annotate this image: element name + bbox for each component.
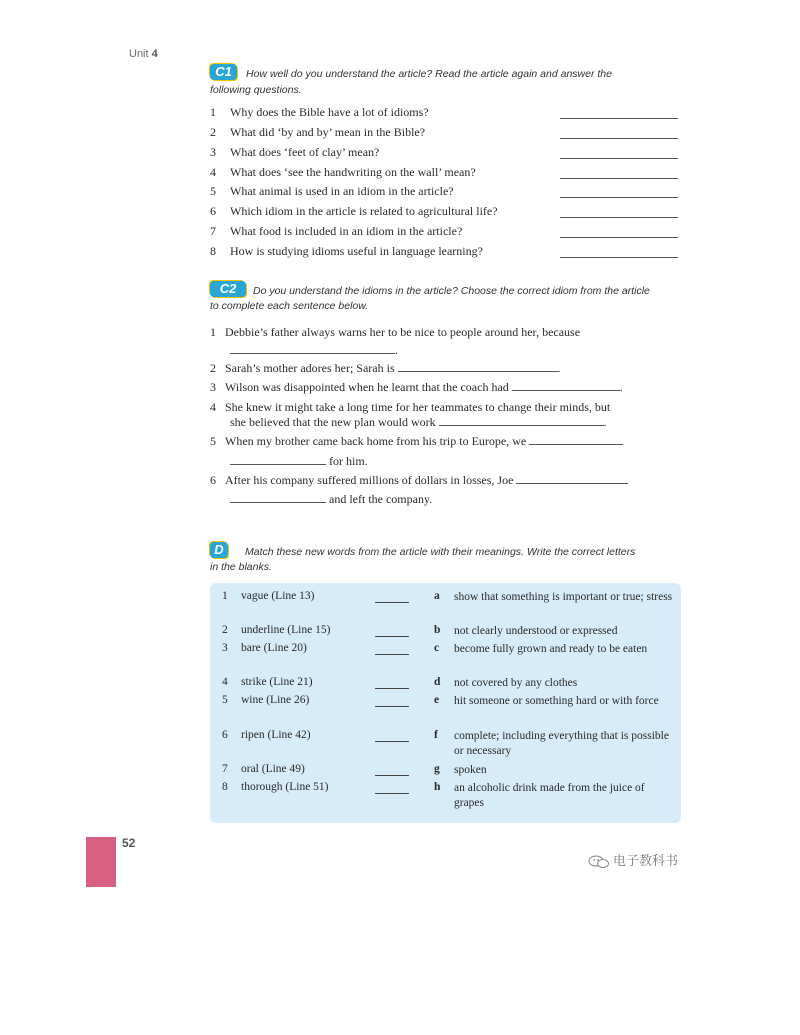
unit-label — [129, 48, 158, 60]
word-number: 4 — [222, 676, 228, 688]
question-text: What did ‘by and by’ mean in the Bible? — [230, 125, 426, 139]
meaning-text: show that something is important or true; stress — [454, 591, 673, 603]
question-number: 3 — [210, 145, 216, 159]
section-c1-instruction-cont — [210, 83, 302, 98]
meaning-text: hit someone or something hard or with force — [454, 695, 659, 707]
question-text: Which idiom in the article is related to agricultural life? — [230, 204, 498, 218]
question-number: 6 — [210, 204, 216, 218]
fill-blank[interactable] — [398, 361, 558, 372]
question-text: What food is included in an idiom in the article? — [230, 224, 463, 238]
sentence-text: Debbie’s father always warns her to be nice to people around her, because — [225, 325, 581, 339]
sentence-text: When my brother came back home from his trip to Europe, we — [225, 434, 527, 448]
section-c2-instruction-cont — [210, 299, 368, 314]
answer-blank[interactable] — [560, 197, 678, 198]
c2-instruction-line2: to complete each sentence below. — [210, 300, 369, 312]
match-word: strike (Line 21) — [241, 676, 313, 688]
fill-blank[interactable] — [529, 434, 623, 445]
sentence-text: Wilson was disappointed when he learnt that the coach had — [225, 380, 509, 394]
question-text: What does ‘feet of clay’ mean? — [230, 145, 380, 159]
match-word: wine (Line 26) — [241, 694, 310, 706]
fill-blank[interactable] — [516, 473, 628, 484]
answer-blank[interactable] — [560, 138, 678, 139]
unit-number: 4 — [151, 48, 158, 60]
c1-question-row — [210, 105, 680, 123]
match-word: ripen (Line 42) — [241, 729, 311, 741]
section-c2-badge: C2 — [210, 281, 246, 297]
d-instruction-line1: Match these new words from the article with their meanings. Write the correct letters — [245, 546, 636, 558]
c2-sentence — [210, 400, 610, 415]
match-word: vague (Line 13) — [241, 590, 315, 602]
wechat-icon — [588, 855, 610, 869]
word-number: 6 — [222, 729, 228, 741]
sentence-text: Sarah’s mother adores her; Sarah is — [225, 361, 395, 375]
question-number: 4 — [210, 165, 216, 179]
question-text: Why does the Bible have a lot of idioms? — [230, 105, 429, 119]
meaning-letter: a — [434, 590, 440, 602]
answer-blank[interactable] — [560, 237, 678, 238]
word-number: 8 — [222, 781, 228, 793]
c2-sentence — [210, 473, 628, 488]
sentence-text: . — [619, 380, 623, 394]
d-instruction-line2: in the blanks. — [210, 561, 272, 573]
c2-sentence-cont — [230, 415, 607, 430]
c1-instruction-line2: following questions. — [210, 84, 302, 96]
c1-question-row — [210, 125, 680, 143]
question-text: What does ‘see the handwriting on the wall’ mean? — [230, 165, 476, 179]
meaning-letter: f — [434, 729, 438, 741]
sentence-text: . — [395, 343, 398, 357]
section-c1-instruction — [246, 67, 686, 82]
match-blank[interactable] — [375, 602, 409, 603]
c1-question-row — [210, 165, 680, 183]
meaning-letter: c — [434, 642, 440, 654]
question-number: 2 — [210, 125, 216, 139]
match-word: thorough (Line 51) — [241, 781, 329, 793]
sentence-text: and left the company. — [329, 492, 433, 506]
answer-blank[interactable] — [560, 178, 678, 179]
match-word: bare (Line 20) — [241, 642, 307, 654]
match-word: underline (Line 15) — [241, 624, 331, 636]
question-number: 8 — [210, 244, 216, 258]
section-d-instruction-cont — [210, 560, 272, 575]
page-tab — [86, 837, 116, 887]
fill-blank[interactable] — [512, 380, 620, 391]
meaning-text: complete; including everything that is possible or necessary — [454, 730, 669, 757]
meaning-text: an alcoholic drink made from the juice of grapes — [454, 782, 645, 809]
unit-label-text: Unit — [129, 48, 149, 60]
page-number: 52 — [122, 836, 136, 850]
section-c2-instruction — [253, 284, 693, 299]
sentence-number: 3 — [210, 380, 216, 394]
c1-instruction-line1: How well do you understand the article? Read the article again and answer the — [246, 68, 612, 80]
watermark-text: 电子教科书 — [613, 854, 679, 869]
fill-blank[interactable] — [230, 454, 326, 465]
match-word: oral (Line 49) — [241, 763, 305, 775]
c1-question-row — [210, 244, 680, 262]
question-number: 7 — [210, 224, 216, 238]
fill-blank[interactable] — [230, 343, 395, 354]
c2-sentence — [210, 325, 580, 340]
meaning-text: not clearly understood or expressed — [454, 625, 618, 637]
c1-question-row — [210, 184, 680, 202]
fill-blank[interactable] — [439, 415, 604, 426]
c2-sentence — [210, 434, 623, 449]
sentence-number: 4 — [210, 400, 216, 414]
word-number: 3 — [222, 642, 228, 654]
match-blank[interactable] — [375, 793, 409, 794]
meaning-letter: b — [434, 624, 441, 636]
question-number: 5 — [210, 184, 216, 198]
word-number: 5 — [222, 694, 228, 706]
sentence-text: . — [557, 361, 561, 375]
section-c1-badge: C1 — [210, 64, 237, 80]
match-blank[interactable] — [375, 688, 409, 689]
word-number: 1 — [222, 590, 228, 602]
c2-sentence-cont — [230, 492, 432, 507]
sentence-text: she believed that the new plan would work — [230, 415, 436, 429]
c1-question-row — [210, 145, 680, 163]
c2-sentence-cont — [230, 454, 368, 469]
match-blank[interactable] — [375, 654, 409, 655]
meaning-text: spoken — [454, 764, 487, 776]
meaning-letter: e — [434, 694, 440, 706]
sentence-text: She knew it might take a long time for her teammates to change their minds, but — [225, 400, 611, 414]
word-number: 2 — [222, 624, 228, 636]
meaning-text: become fully grown and ready to be eaten — [454, 643, 648, 655]
meaning-letter: g — [434, 763, 440, 775]
c2-sentence-cont — [230, 343, 398, 358]
sentence-number: 5 — [210, 434, 216, 448]
c1-question-row — [210, 204, 680, 222]
sentence-number: 2 — [210, 361, 216, 375]
question-text: What animal is used in an idiom in the article? — [230, 184, 454, 198]
question-text: How is studying idioms useful in language learning? — [230, 244, 483, 258]
answer-blank[interactable] — [560, 118, 678, 119]
sentence-number: 6 — [210, 473, 216, 487]
watermark — [588, 850, 678, 869]
section-d-badge: D — [210, 542, 228, 558]
meaning-letter: h — [434, 781, 441, 793]
question-number: 1 — [210, 105, 216, 119]
sentence-text: for him. — [329, 454, 368, 468]
sentence-number: 1 — [210, 325, 216, 339]
sentence-text: After his company suffered millions of dollars in losses, Joe — [225, 473, 514, 487]
fill-blank[interactable] — [230, 492, 326, 503]
c2-sentence — [210, 361, 561, 376]
match-blank[interactable] — [375, 706, 409, 707]
sentence-text: . — [603, 415, 607, 429]
c2-instruction-line1: Do you understand the idioms in the article? Choose the correct idiom from the article — [253, 285, 650, 297]
meaning-letter: d — [434, 676, 441, 688]
meaning-text: not covered by any clothes — [454, 677, 578, 689]
match-blank[interactable] — [375, 775, 409, 776]
answer-blank[interactable] — [560, 217, 678, 218]
match-blank[interactable] — [375, 741, 409, 742]
match-blank[interactable] — [375, 636, 409, 637]
word-number: 7 — [222, 763, 228, 775]
c1-question-row — [210, 224, 680, 242]
c2-sentence — [210, 380, 623, 395]
section-d-instruction — [245, 545, 685, 560]
answer-blank[interactable] — [560, 158, 678, 159]
answer-blank[interactable] — [560, 257, 678, 258]
